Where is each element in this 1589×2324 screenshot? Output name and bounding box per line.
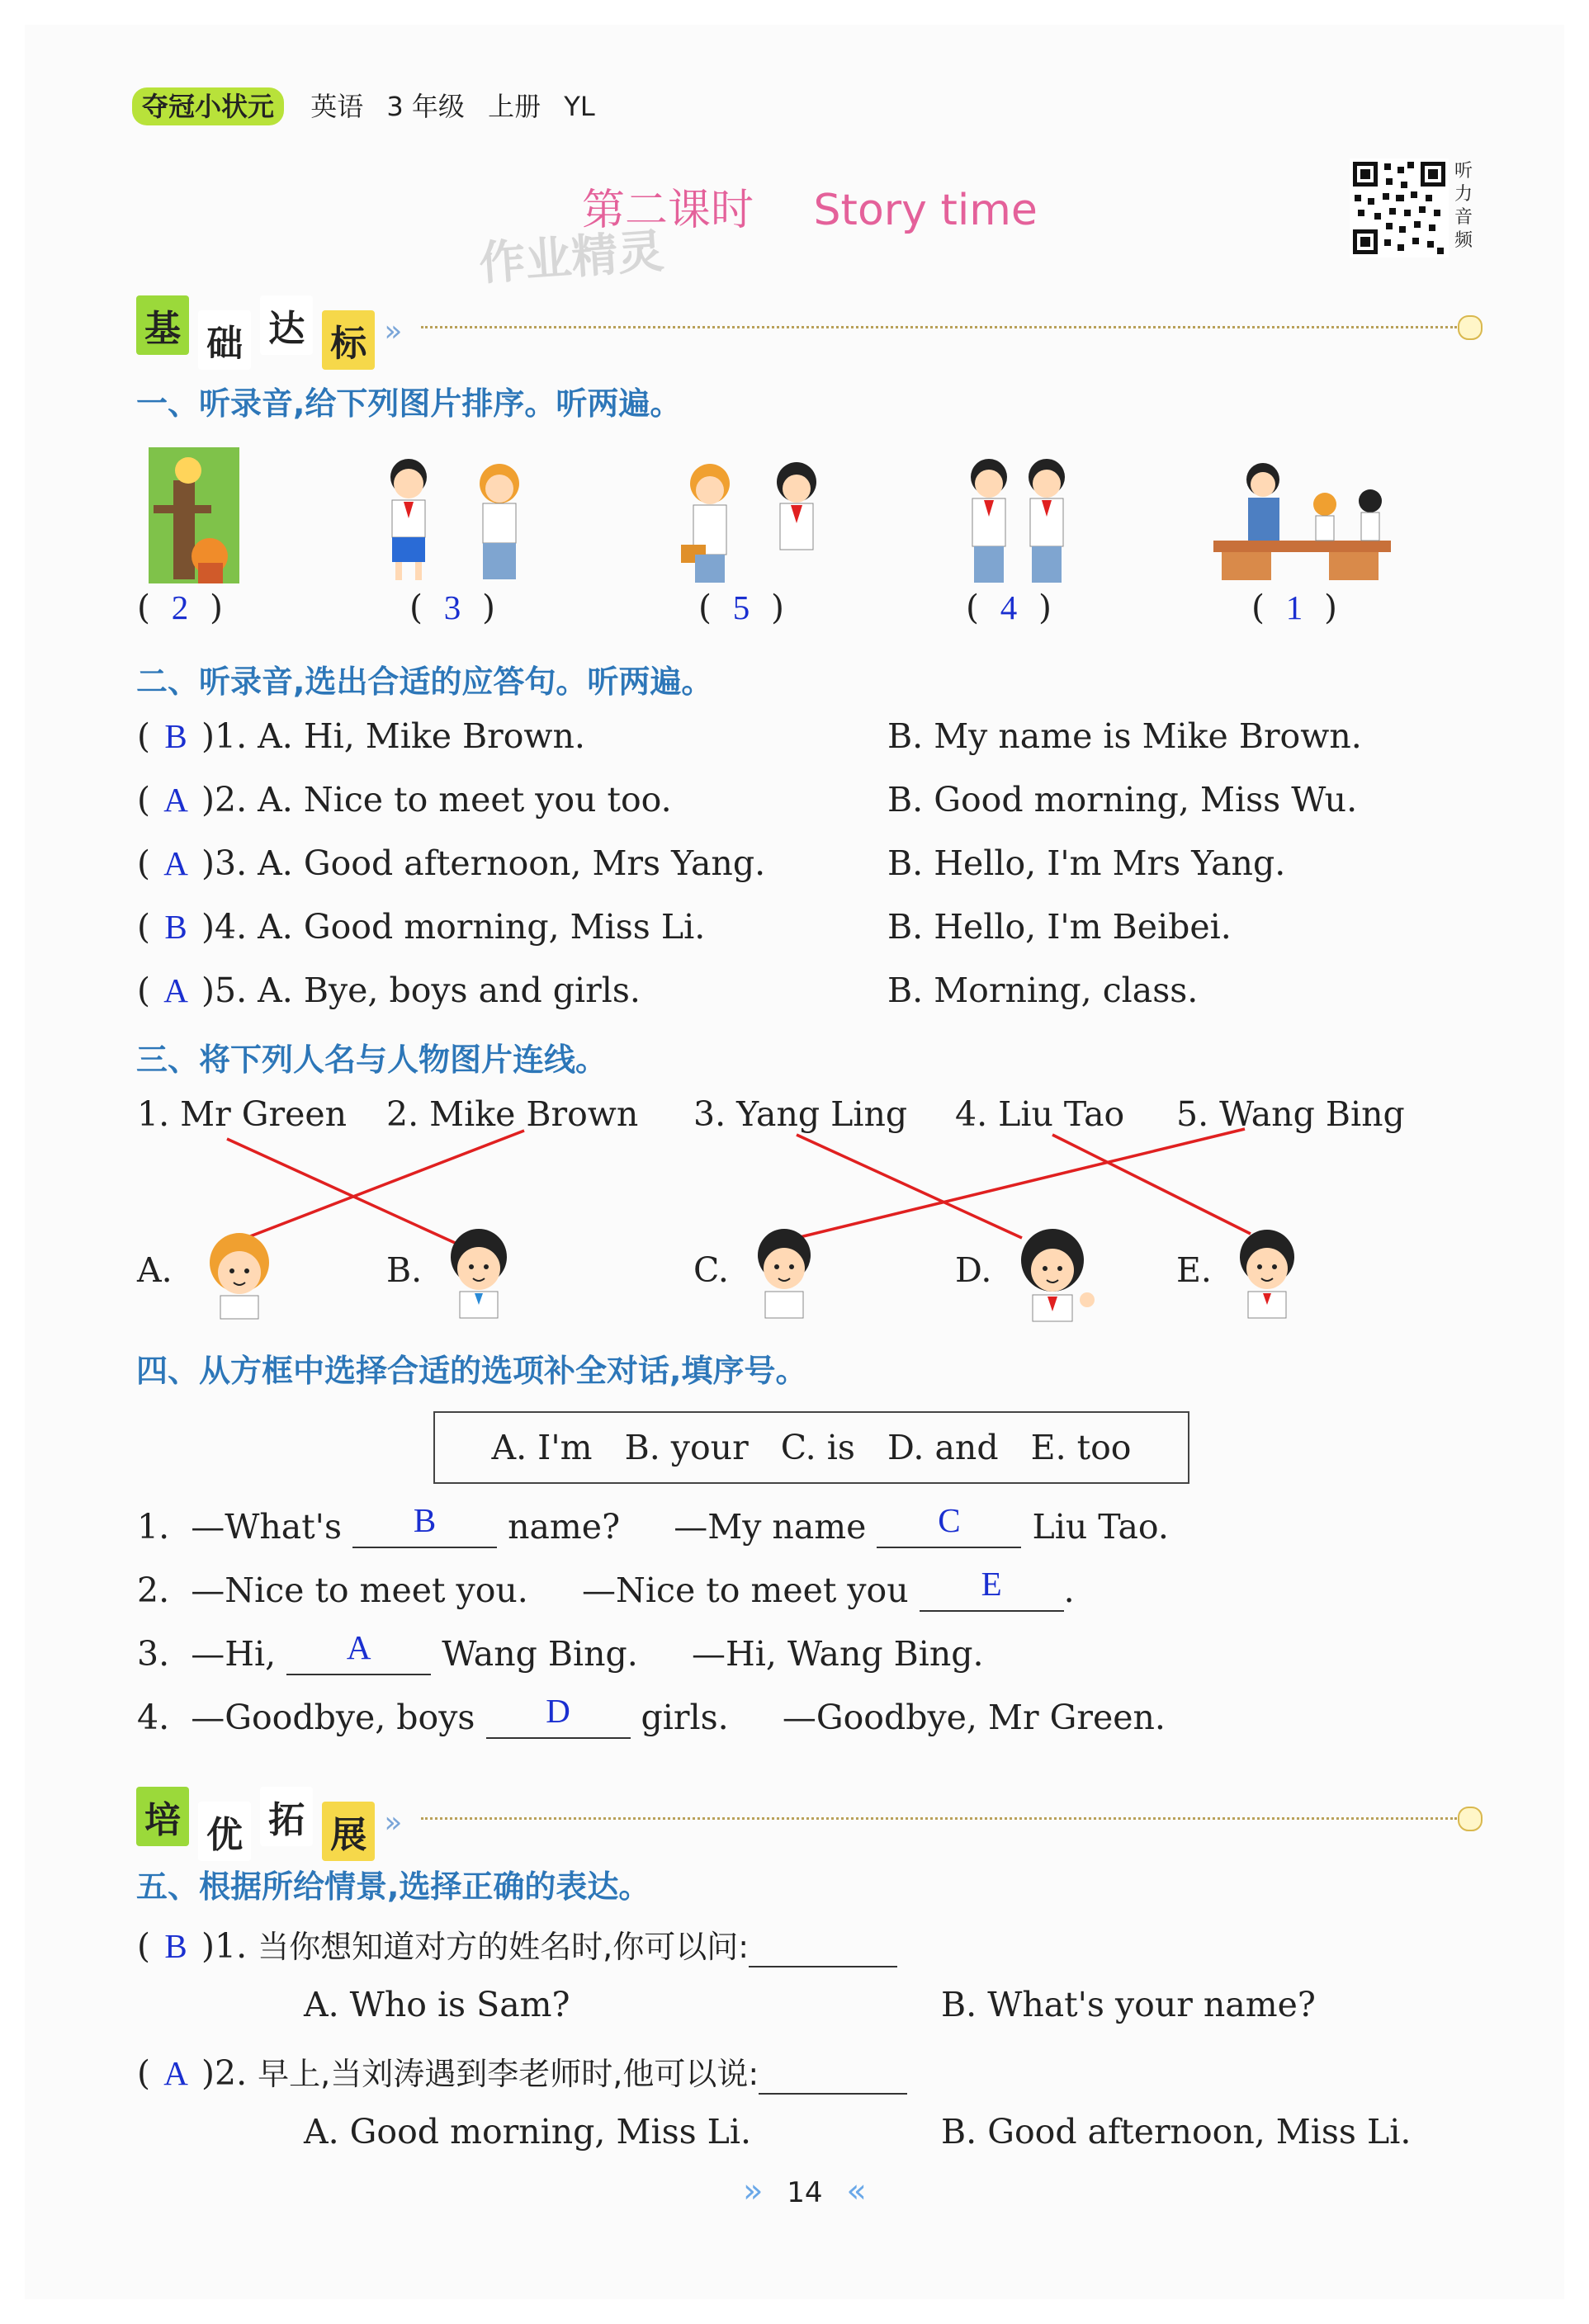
q3-name-5: 5. Wang Bing [1176, 1094, 1405, 1134]
q3-pic-label-e: E. [1176, 1250, 1212, 1290]
q2-title: 二、听录音,选出合适的应答句。听两遍。 [136, 664, 713, 700]
face-b-boy [442, 1226, 516, 1320]
subject: 英语 [310, 91, 364, 122]
q1-answer-3: ( 5 ) [698, 588, 784, 627]
q3-pic-label-b: B. [386, 1250, 423, 1290]
q2-item-1-b: B. My name is Mike Brown. [887, 716, 1362, 756]
q4-blank-4[interactable]: A [286, 1634, 431, 1675]
q3-name-1: 1. Mr Green [137, 1094, 348, 1134]
q3-name-4: 4. Liu Tao [955, 1094, 1125, 1134]
lesson-label: 第二课时 [582, 186, 754, 235]
edition: YL [564, 91, 595, 122]
q4-line-1: 1. —What's B name? —My name C Liu Tao. [137, 1501, 1169, 1547]
q4-blank-5[interactable]: D [486, 1698, 631, 1739]
q5-item-1-b: B. What's your name? [941, 1985, 1316, 2024]
q2-item-2: ( A )2. A. Nice to meet you too. [137, 780, 672, 820]
q2-item-3: ( A )3. A. Good afternoon, Mrs Yang. [137, 843, 766, 883]
q1-answer-4: ( 4 ) [966, 588, 1052, 627]
divider [421, 1817, 1457, 1820]
q1-title: 一、听录音,给下列图片排序。听两遍。 [136, 385, 682, 422]
q4-line-3: 3. —Hi, A Wang Bing. —Hi, Wang Bing. [137, 1628, 984, 1674]
q2-item-2-b: B. Good morning, Miss Wu. [887, 780, 1358, 820]
q1-answer-5: ( 1 ) [1251, 588, 1337, 627]
chevron-left-icon: « [846, 2172, 867, 2210]
face-d-girl [1011, 1226, 1102, 1325]
q3-pic-label-a: A. [137, 1250, 173, 1290]
q5-item-2-b: B. Good afternoon, Miss Li. [941, 2112, 1412, 2152]
face-c-boy [747, 1226, 821, 1320]
q2-item-5-b: B. Morning, class. [887, 971, 1199, 1010]
volume: 上册 [488, 91, 541, 122]
section-extend-header: 培 优 拓 展 » [136, 1787, 402, 1846]
qr-label: 听 力 音 频 [1454, 161, 1473, 251]
q3-pic-label-c: C. [693, 1250, 729, 1290]
watermark: 作业精灵 [477, 224, 666, 291]
page-footer [743, 2172, 867, 2210]
q5-item-1: ( B )1. 当你想知道对方的姓名时,你可以问: [137, 1921, 897, 1967]
section-basic-header: 基 础 达 标 » [136, 295, 402, 355]
q4-line-4: 4. —Goodbye, boys D girls. —Goodbye, Mr Green. [137, 1692, 1166, 1737]
q5-item-2-a: A. Good morning, Miss Li. [304, 2112, 752, 2152]
q4-blank-2[interactable]: C [877, 1507, 1021, 1548]
section-end-icon [1458, 1807, 1483, 1831]
q4-title: 四、从方框中选择合适的选项补全对话,填序号。 [136, 1353, 807, 1389]
q3-pic-label-d: D. [955, 1250, 992, 1290]
match-line-yang-ling-d [797, 1135, 1022, 1238]
q4-blank-1[interactable]: B [352, 1507, 497, 1548]
q3-name-2: 2. Mike Brown [386, 1094, 639, 1134]
chevron-right-icon: » [743, 2172, 764, 2210]
q5-item-1-a: A. Who is Sam? [304, 1985, 570, 2024]
q3-name-3: 3. Yang Ling [693, 1094, 908, 1134]
q2-item-4: ( B )4. A. Good morning, Miss Li. [137, 907, 706, 947]
q2-item-4-b: B. Hello, I'm Beibei. [887, 907, 1232, 947]
q1-answer-2: ( 3 ) [409, 588, 495, 627]
q5-blank-1[interactable] [749, 1926, 897, 1967]
q2-item-1: ( B )1. A. Hi, Mike Brown. [137, 716, 585, 756]
q5-item-2: ( A )2. 早上,当刘涛遇到李老师时,他可以说: [137, 2048, 907, 2095]
match-line-liu-tao-e [1052, 1135, 1251, 1234]
q4-option-box: A. I'm B. your C. is D. and E. too [433, 1411, 1189, 1484]
q1-answer-1: ( 2 ) [137, 588, 223, 627]
q3-title: 三、将下列人名与人物图片连线。 [136, 1042, 608, 1078]
double-chevron-icon: » [384, 1806, 403, 1840]
page-number: 14 [787, 2176, 823, 2209]
q5-title: 五、根据所给情景,选择正确的表达。 [136, 1868, 650, 1905]
q5-blank-2[interactable] [759, 2053, 907, 2095]
double-chevron-icon: » [384, 314, 403, 348]
face-a-curly-hair [202, 1230, 277, 1320]
series-badge: 夺冠小状元 [132, 87, 284, 125]
q4-line-2: 2. —Nice to meet you. —Nice to meet you E . [137, 1565, 1075, 1610]
match-line-wang-bing-c [797, 1129, 1245, 1238]
q4-blank-3[interactable]: E [920, 1571, 1064, 1612]
grade: 3 年级 [386, 91, 465, 122]
lesson-topic: Story time [813, 186, 1038, 235]
face-e-boy [1230, 1226, 1304, 1320]
q2-item-3-b: B. Hello, I'm Mrs Yang. [887, 843, 1286, 883]
q2-item-5: ( A )5. A. Bye, boys and girls. [137, 971, 641, 1010]
